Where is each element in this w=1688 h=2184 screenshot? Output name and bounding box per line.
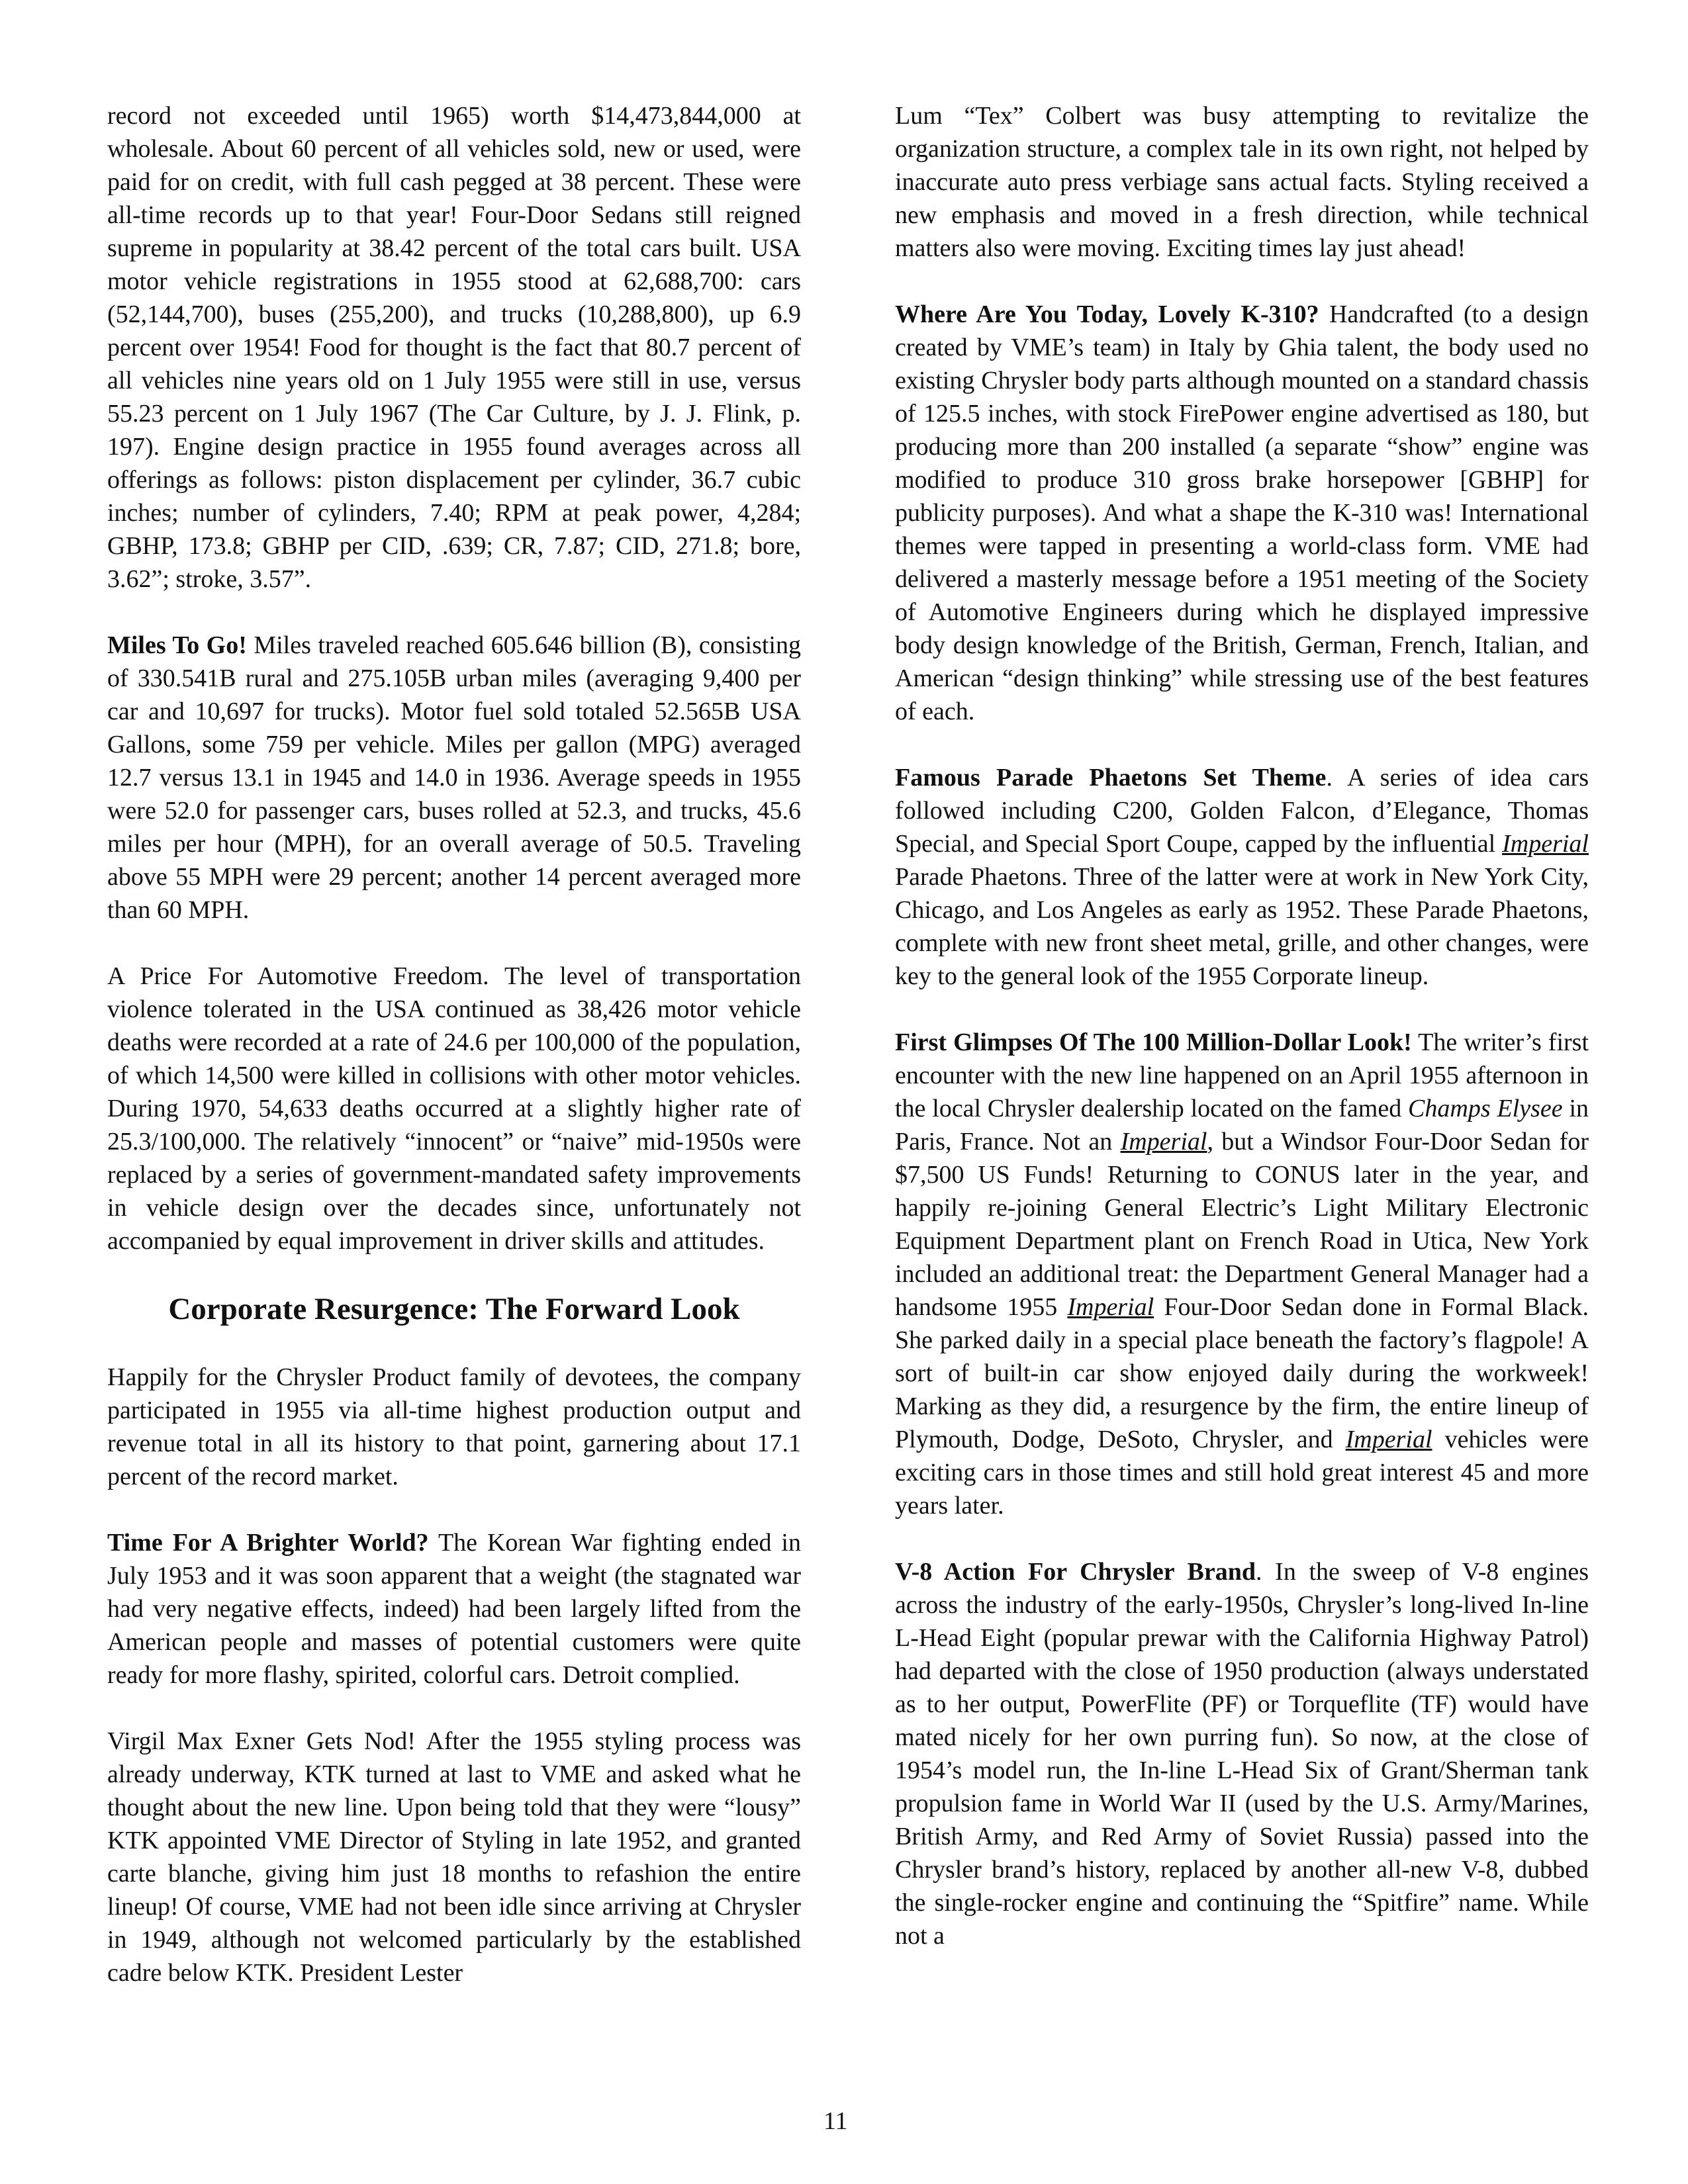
paragraph-miles-to-go	[107, 629, 801, 927]
champs-elysee-name: Champs Elysee	[1408, 1095, 1563, 1122]
paragraph-virgil-exner	[107, 1725, 801, 1989]
paragraph-first-glimpses	[895, 1026, 1589, 1522]
paragraph-text: Parade Phaetons. Three of the latter were at work in New York City, Chicago, and Los Angeles as early as 1952. These Parade Phaetons, complete with new front sheet metal, grille, and other changes, were key to the general look of the 1955 Corporate lineup.	[895, 863, 1589, 990]
paragraph-k-310	[895, 298, 1589, 728]
imperial-brand-name: Imperial	[1502, 830, 1589, 858]
right-column	[895, 99, 1589, 1952]
paragraph-heading: Miles To Go!	[107, 631, 247, 659]
imperial-brand-name: Imperial	[1345, 1426, 1432, 1453]
paragraph-heading: Where Are You Today, Lovely K-310?	[895, 300, 1319, 328]
paragraph-brighter-world	[107, 1526, 801, 1692]
paragraph-text: , but a Windsor Four-Door Sedan for $7,500 US Funds! Returning to CONUS later in the year, and happily re-joining General Electric’s Light Military Electronic Equipment Department plant on French Road in Utica, New York included an additional treat: the Department General Manager had a handsome 1955	[895, 1128, 1589, 1321]
imperial-brand-name: Imperial	[1067, 1293, 1154, 1321]
paragraph-text: vehicles were exciting cars in those times and still hold great interest 45 and more years later.	[895, 1426, 1589, 1520]
left-column	[107, 99, 801, 1989]
paragraph-text: Four-Door Sedan done in Formal Black. She parked daily in a special place beneath the factory’s flagpole! A sort of built-in car show enjoyed daily during the workweek! Marking as they did, a resurgence by the firm, the entire lineup of Plymouth, Dodge, DeSoto, Chrysler, and	[895, 1293, 1589, 1453]
paragraph-text: Lum “Tex” Colbert was busy attempting to revitalize the organization structure, a complex tale in its own right, not helped by inaccurate auto press verbiage sans actual facts. Styling received a new emphasis and moved in a fresh direction, while technical matters also were moving. Exciting times lay just ahead!	[895, 102, 1589, 262]
paragraph-automotive-freedom	[107, 960, 801, 1257]
paragraph-chrysler-product-family	[107, 1361, 801, 1493]
paragraph-tex-colbert	[895, 99, 1589, 265]
section-heading: Corporate Resurgence: The Forward Look	[168, 1292, 740, 1326]
paragraph-text: The writer’s first encounter with the new line happened on an April 1955 afternoon in the local Chrysler dealership located on the famed	[895, 1028, 1589, 1122]
paragraph-text: Virgil Max Exner Gets Nod! After the 1955 styling process was already underway, KTK turned at last to VME and asked what he thought about the new line. Upon being told that they were “lousy” KTK appointed VME Director of Styling in late 1952, and granted carte blanche, giving him just 18 months to refashion the entire lineup! Of course, VME had not been idle since arriving at Chrysler in 1949, although not welcomed particularly by the established cadre below KTK. President Lester	[107, 1727, 801, 1987]
paragraph-text: . A series of idea cars followed including C200, Golden Falcon, d’Elegance, Thomas Special, and Special Sport Coupe, capped by the influential	[895, 764, 1589, 858]
paragraph-text: . In the sweep of V-8 engines across the industry of the early-1950s, Chrysler’s long-lived In-line L-Head Eight (popular prewar with the California Highway Patrol) had departed with the close of 1950 production (always understated as to her output, PowerFlite (PF) or Torqueflite (TF) would have mated nicely for her own purring fun). So now, at the close of 1954’s model run, the In-line L-Head Six of Grant/Sherman tank propulsion fame in World War II (used by the U.S. Army/Marines, British Army, and Red Army of Soviet Russia) passed into the Chrysler brand’s history, replaced by another all-new V-8, dubbed the single-rocker engine and continuing the “Spitfire” name. While not a	[895, 1558, 1589, 1950]
paragraph-parade-phaetons	[895, 761, 1589, 993]
paragraph-heading: Famous Parade Phaetons Set Theme	[895, 764, 1327, 792]
paragraph-text: The Korean War fighting ended in July 1953 and it was soon apparent that a weight (the stagnated war had very negative effects, indeed) had been largely lifted from the American people and masses of potential customers were quite ready for more flashy, spirited, colorful cars. Detroit complied.	[107, 1529, 801, 1689]
imperial-brand-name: Imperial	[1120, 1128, 1207, 1156]
paragraph-text: in Paris, France. Not an	[895, 1095, 1589, 1156]
paragraph-sales-statistics	[107, 99, 801, 596]
paragraph-text: record not exceeded until 1965) worth $14,473,844,000 at wholesale. About 60 percent of all vehicles sold, new or used, were paid for on credit, with full cash pegged at 38 percent. These were all-time records up to that year! Four-Door Sedans still reigned supreme in popularity at 38.42 percent of the total cars built. USA motor vehicle registrations in 1955 stood at 62,688,700: cars (52,144,700), buses (255,200), and trucks (10,288,800), up 6.9 percent over 1954! Food for thought is the fact that 80.7 percent of all vehicles nine years old on 1 July 1955 were still in use, versus 55.23 percent on 1 July 1967 (The Car Culture, by J. J. Flink, p. 197). Engine design practice in 1955 found averages across all offerings as follows: piston displacement per cylinder, 36.7 cubic inches; number of cylinders, 7.40; RPM at peak power, 4,284; GBHP, 173.8; GBHP per CID, .639; CR, 7.87; CID, 271.8; bore, 3.62”; stroke, 3.57”.	[107, 102, 801, 593]
paragraph-text: Happily for the Chrysler Product family of devotees, the company participated in 1955 via all-time highest production output and revenue total in all its history to that point, garnering about 17.1 percent of the record market.	[107, 1363, 801, 1490]
paragraph-heading: First Glimpses Of The 100 Million-Dollar Look!	[895, 1028, 1412, 1056]
paragraph-heading: Time For A Brighter World?	[107, 1529, 429, 1557]
paragraph-text: Handcrafted (to a design created by VME’s team) in Italy by Ghia talent, the body used no existing Chrysler body parts although mounted on a standard chassis of 125.5 inches, with stock FirePower engine advertised as 180, but producing more than 200 installed (a separate “show” engine was modified to produce 310 gross brake horsepower [GBHP] for publicity purposes). And what a shape the K-310 was! International themes were tapped in presenting a world-class form. VME had delivered a masterly message before a 1951 meeting of the Society of Automotive Engineers during which he displayed impressive body design knowledge of the British, German, French, Italian, and American “design thinking” while stressing use of the best features of each.	[895, 300, 1589, 725]
paragraph-heading: V-8 Action For Chrysler Brand	[895, 1558, 1256, 1586]
paragraph-text: Miles traveled reached 605.646 billion (B), consisting of 330.541B rural and 275.105B urban miles (averaging 9,400 per car and 10,697 for trucks). Motor fuel sold totaled 52.565B USA Gallons, some 759 per vehicle. Miles per gallon (MPG) averaged 12.7 versus 13.1 in 1945 and 14.0 in 1936. Average speeds in 1955 were 52.0 for passenger cars, buses rolled at 52.3, and trucks, 45.6 miles per hour (MPH), for an overall average of 50.5. Traveling above 55 MPH were 29 percent; another 14 percent averaged more than 60 MPH.	[107, 631, 801, 924]
paragraph-v8-action	[895, 1555, 1589, 1952]
page-number: 11	[823, 2107, 848, 2135]
paragraph-text: A Price For Automotive Freedom. The level of transportation violence tolerated in the USA continued as 38,426 motor vehicle deaths were recorded at a rate of 24.6 per 100,000 of the population, of which 14,500 were killed in collisions with other motor vehicles. During 1970, 54,633 deaths occurred at a slightly higher rate of 25.3/100,000. The relatively “innocent” or “naive” mid-1950s were replaced by a series of government-mandated safety improvements in vehicle design over the decades since, unfortunately not accompanied by equal improvement in driver skills and attitudes.	[107, 962, 801, 1255]
